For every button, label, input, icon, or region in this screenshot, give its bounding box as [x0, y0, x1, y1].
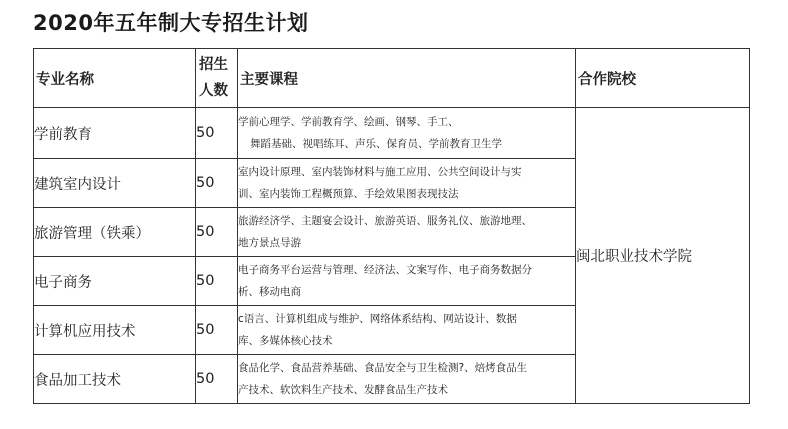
header-major: 专业名称 [34, 49, 196, 108]
enrollment-plan-table [33, 48, 750, 404]
major-name: 学前教育 [34, 108, 196, 159]
course-line: 地方景点导游 [238, 237, 301, 249]
enrollment-count: 50 [196, 208, 238, 257]
enrollment-count: 50 [196, 108, 238, 159]
course-line: 舞蹈基础、视唱练耳、声乐、保育员、学前教育卫生学 [250, 138, 502, 150]
course-list [238, 108, 576, 159]
course-line: 旅游经济学、主题宴会设计、旅游英语、服务礼仪、旅游地理、 [238, 215, 532, 227]
table-row [34, 108, 750, 159]
header-count-line2: 人数 [199, 83, 228, 99]
course-line: c语言、计算机组成与维护、网络体系结构、网站设计、数据 [238, 313, 517, 325]
course-line: 电子商务平台运营与管理、经济法、文案写作、电子商务数据分 [238, 264, 532, 276]
course-line: 产技术、软饮料生产技术、发酵食品生产技术 [238, 384, 448, 396]
course-list [238, 257, 576, 306]
course-list [238, 306, 576, 355]
course-line: 库、多媒体核心技术 [238, 335, 333, 347]
course-line: 学前心理学、学前教育学、绘画、钢琴、手工、 [238, 116, 459, 128]
course-list [238, 159, 576, 208]
enrollment-count: 50 [196, 159, 238, 208]
course-line: 室内设计原理、室内装饰材料与施工应用、公共空间设计与实 [238, 166, 522, 178]
major-name: 食品加工技术 [34, 355, 196, 404]
header-courses: 主要课程 [238, 49, 576, 108]
major-name: 旅游管理（铁乘） [34, 208, 196, 257]
header-count [196, 49, 238, 108]
course-list [238, 208, 576, 257]
partner-school: 闽北职业技术学院 [576, 108, 750, 404]
page-title: 2020年五年制大专招生计划 [33, 11, 309, 35]
course-line: 食品化学、食品营养基础、食品安全与卫生检测?、焙烤食品生 [238, 362, 528, 374]
course-list [238, 355, 576, 404]
major-name: 计算机应用技术 [34, 306, 196, 355]
enrollment-count: 50 [196, 355, 238, 404]
course-line: 训、室内装饰工程概预算、手绘效果图表现技法 [238, 188, 459, 200]
major-name: 建筑室内设计 [34, 159, 196, 208]
enrollment-count: 50 [196, 257, 238, 306]
table-header-row [34, 49, 750, 108]
course-line: 析、移动电商 [238, 286, 301, 298]
header-school: 合作院校 [576, 49, 750, 108]
enrollment-count: 50 [196, 306, 238, 355]
major-name: 电子商务 [34, 257, 196, 306]
header-count-line1: 招生 [199, 57, 228, 73]
